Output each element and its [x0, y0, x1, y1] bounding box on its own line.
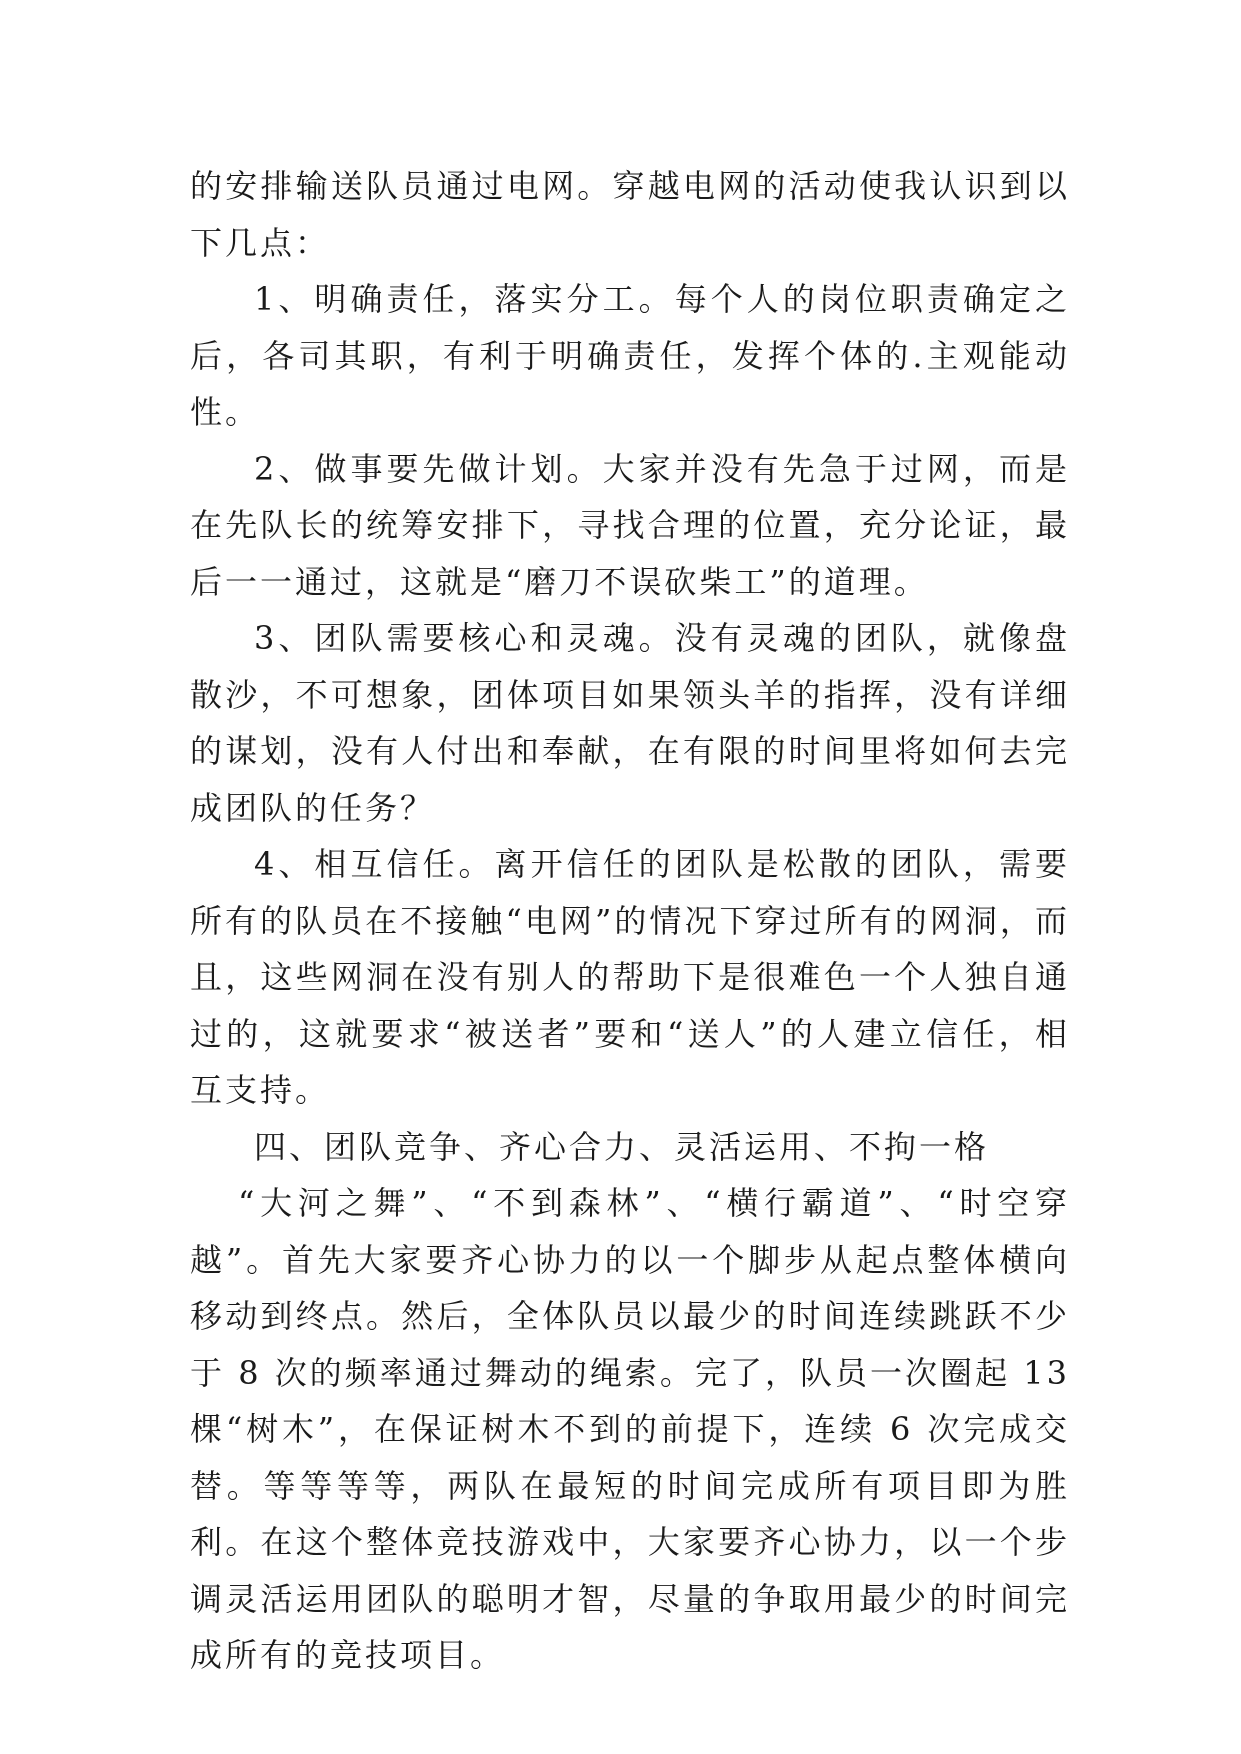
paragraph-point-3: 3、团队需要核心和灵魂。没有灵魂的团队，就像盘散沙，不可想象，团体项目如果领头羊的指挥，没有详细的谋划，没有人付出和奉献，在有限的时间里将如何去完成团队的任务？	[190, 619, 1070, 827]
paragraph-point-4: 4、相互信任。离开信任的团队是松散的团队，需要所有的队员在不接触“电网”的情况下穿过所有的网洞，而且，这些网洞在没有别人的帮助下是很难色一个人独自通过的，这就要求“被送者”要和“送人”的人建立信任，相互支持。	[190, 845, 1070, 1109]
body-text	[190, 158, 1070, 1684]
paragraph-section-4-body: “大河之舞”、“不到森林”、“横行霸道”、“时空穿越”。首先大家要齐心协力的以一个脚步从起点整体横向移动到终点。然后，全体队员以最少的时间连续跳跃不少于 8 次的频率通过舞动的绳索。完了，队员一次圈起 13 棵“树木”，在保证树木不到的前提下，连续 6 次完成交替。等等等等，两队在最短的时间完成所有项目即为胜利。在这个整体竞技游戏中，大家要齐心协力，以一个步调灵活运用团队的聪明才智，尽量的争取用最少的时间完成所有的竞技项目。	[190, 1184, 1070, 1674]
paragraph-point-2: 2、做事要先做计划。大家并没有先急于过网，而是在先队长的统筹安排下，寻找合理的位置，充分论证，最后一一通过，这就是“磨刀不误砍柴工”的道理。	[190, 449, 1070, 601]
section-heading-4: 四、团队竞争、齐心合力、灵活运用、不拘一格	[254, 1127, 990, 1166]
paragraph-intro: 的安排输送队员通过电网。穿越电网的活动使我认识到以下几点：	[190, 167, 1070, 262]
paragraph-point-1: 1、明确责任，落实分工。每个人的岗位职责确定之后，各司其职，有利于明确责任，发挥个体的.主观能动性。	[190, 280, 1070, 431]
